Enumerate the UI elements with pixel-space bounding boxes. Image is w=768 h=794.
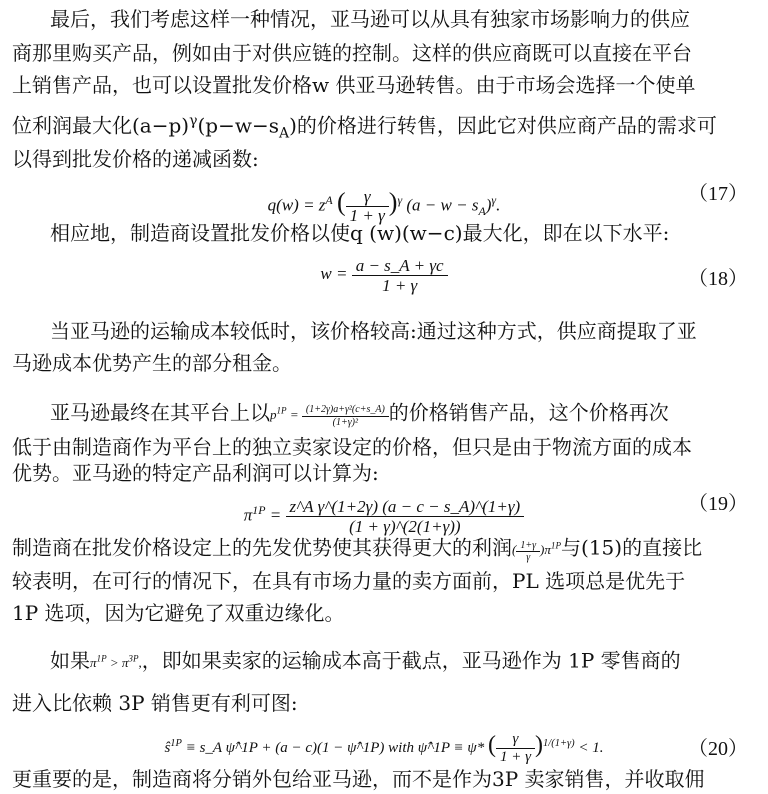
equation-number: （20） [688,738,748,760]
eq-sub: A [478,204,486,219]
eq-text: = [269,505,282,525]
paragraph-line: 相应地，制造商设置批发价格以使q (w)(w−c)最大化，即在以下水平: [50,221,670,245]
eq-fraction [352,256,448,295]
eq-text: π [243,505,253,525]
frac-denominator: γ [526,551,531,563]
equation-number: （18） [688,268,748,290]
frac-denominator: 1 + γ [382,275,418,295]
math-symbol: π [121,655,129,671]
inline-fraction [516,540,540,563]
eq-text: ŝ [164,740,171,756]
paragraph-line: 进入比依赖 3P 销售更有利可图: [12,691,298,715]
math-superscript: 1P [96,654,107,664]
equation-18 [0,252,768,296]
text-fragment: 与(15)的直接比 [561,535,703,560]
eq-sup: A [325,193,333,207]
inline-math [90,655,142,670]
eq-sup: 1P [252,503,266,517]
eq-fraction [496,731,535,766]
eq-sup: γ [397,193,403,207]
frac-denominator: (1+γ)² [332,416,359,428]
math-superscript: 3P [128,654,139,664]
inline-fraction [302,404,389,429]
text-fragment: 位利润最大化(a−p) [12,113,190,138]
paragraph-line: 马逊成本优势产生的部分租金。 [12,351,292,375]
paragraph-line: 优势。亚马逊的特定产品利润可以计算为: [12,461,379,485]
paragraph-line: 以得到批发价格的递减函数: [12,147,259,171]
paragraph-line [0,394,768,428]
math-symbol: π [90,655,97,671]
eq-text: . [496,195,501,215]
math-symbol: p [270,407,277,423]
equation-number: （19） [688,493,748,515]
paragraph-line: 商那里购买产品，例如由于对供应链的控制。这样的供应商既可以直接在平台 [12,41,692,65]
text-fragment: 制造商在批发价格设定上的先发优势使其获得更大的利润 [12,535,512,560]
math-symbol: > [106,655,122,671]
text-fragment: 亚马逊最终在其平台上以 [50,400,270,425]
paragraph-line [0,530,768,562]
eq-text: w = [320,264,348,283]
frac-numerator: z^A γ^(1+2γ) (a − c − s_A)^(1+γ) [286,497,525,517]
math-subscript: A [278,125,290,142]
inline-math: ( $\frac{1+\gamma}{\gamma}$ )$\pi^{1P}$ [512,539,562,563]
frac-numerator: 1+γ [516,540,540,552]
paragraph-line [0,646,768,676]
eq-sup: 1P [170,738,182,749]
paragraph-line: 当亚马逊的运输成本较低时，该价格较高:通过这种方式，供应商提取了亚 [50,319,697,343]
eq-text: < 1. [578,740,604,756]
frac-numerator: (1+2γ)a+γ²(c+s_A) [302,404,389,417]
eq-text: (a − w − s [406,195,479,215]
frac-denominator: (1 + γ)^(2(1+γ)) [349,517,461,537]
equation-number: （17） [688,183,748,205]
paragraph-line: 最后，我们考虑这样一种情况，亚马逊可以从具有独家市场影响力的供应 [50,7,690,31]
eq-text: q(w) = z [267,195,326,215]
frac-numerator: a − s_A + γc [352,256,448,276]
math-symbol: = [289,407,299,423]
math-symbol: , [138,655,142,671]
text-fragment: )的价格进行转售，因此它对供应商产品的需求可 [289,113,717,138]
equation-19 [0,488,768,537]
math-superscript: γ [189,113,198,129]
text-fragment: (p−w−s [197,113,279,138]
inline-math [270,403,389,428]
math-superscript: 1P [276,406,287,416]
paragraph-line: 低于由制造商作为平台上的独立卖家设定的价格，但只是由于物流方面的成本 [12,435,692,459]
paragraph-line: 较表明，在可行的情况下，在具有市场力量的卖方面前，PL 选项总是优先于 [12,569,686,593]
equation-17: $q(w) = z^A$ ( $\frac{\gamma}{1 + \gamma}$ )$^\gamma$ $(a - w - s_A)^\gamma$. [267,187,501,226]
text-fragment: 的价格销售产品，这个价格再次 [388,400,669,425]
paragraph-line: 1P 选项，因为它避免了双重边缘化。 [12,601,345,625]
frac-denominator: 1 + γ [499,749,532,766]
eq-text: ≡ s_A ψ̂^1P + (a − c)(1 − ψ̂^1P) with ψ̂^1P ≡ ψ* [185,740,485,756]
paragraph-line [0,108,768,147]
paragraph-line: 上销售产品，也可以设置批发价格w 供亚马逊转售。由于市场会选择一个使单 [12,73,696,97]
eq-text: ) [485,195,492,215]
eq-sup: 1/(1+γ) [543,738,575,749]
paragraph-line: 更重要的是，制造商将分销外包给亚马逊，而不是作为3P 卖家销售，并收取佣 [12,767,705,791]
frac-denominator: 1 + γ [349,206,385,226]
frac-numerator: γ [346,188,389,207]
text-fragment: ，即如果卖家的运输成本高于截点，亚马逊作为 1P 零售商的 [141,648,681,673]
text-fragment: 如果 [50,648,90,673]
equation-20: $ŝ^{1P}$ ≡ s_A ψ̂^1P + (a − c)(1 − ψ̂^1P) with ψ̂^1P ≡ ψ* ( $\frac{\gamma}{1 + \gamma}$ )$^{1/(1+\gamma)}$ < 1. [164,731,604,766]
eq-sup: γ [491,193,497,207]
math-superscript: 1P [550,541,562,551]
math-symbol: π [544,542,551,558]
frac-numerator: γ [496,731,535,749]
